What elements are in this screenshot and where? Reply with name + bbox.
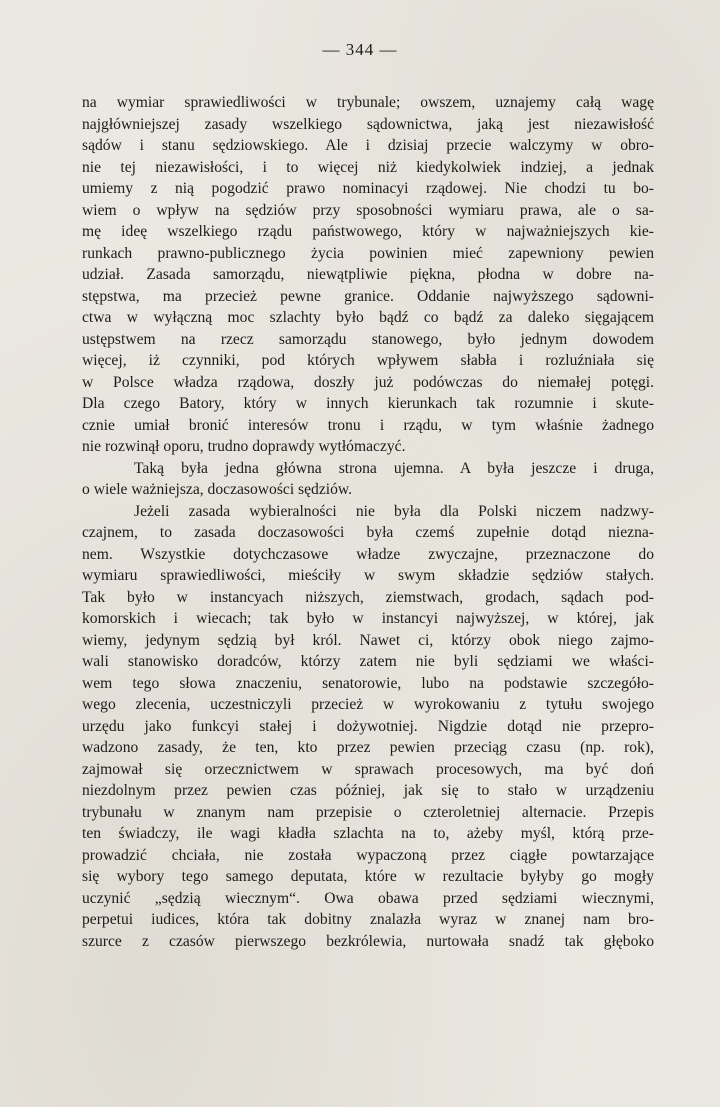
text-line: zajmował się orzecznictwem w sprawach procesowych, ma być doń [82, 760, 654, 778]
text-line: się wybory tego samego deputata, które w rezultacie byłyby go mogły [82, 868, 654, 885]
page-number: — 344 — [322, 40, 398, 59]
text-line: wem tego słowa znaczeniu, senatorowie, lubo na podstawie szczegóło- [82, 674, 654, 692]
paragraph [82, 458, 654, 501]
paragraph [82, 92, 654, 458]
text-line: umiemy z nią pogodzić prawo nominacyi rządowej. Nie chodzi tu bo- [82, 180, 654, 197]
text-line: uczynić „sędzią wiecznym“. Owa obawa przed sędziami wiecznymi, [82, 889, 654, 907]
text-body [82, 92, 654, 952]
text-line: wali stanowisko doradców, którzy zatem nie byli sędziami we właści- [82, 653, 654, 670]
text-line: Dla czego Batory, który w innych kierunkach tak rozumnie i skute- [82, 395, 654, 412]
text-line: najgłówniejszej zasady wszelkiego sądownictwa, jaką jest niezawisłość [82, 115, 654, 133]
text-line: Taką była jedna główna strona ujemna. A była jeszcze i druga, [134, 459, 654, 477]
text-line: Tak było w instancyach niższych, ziemstwach, grodach, sądach pod- [82, 588, 654, 606]
text-line: wymiaru sprawiedliwości, mieściły w swym składzie sędziów stałych. [82, 567, 654, 584]
paragraph [82, 501, 654, 953]
text-line: mę ideę wszelkiego rządu państwowego, który w najważniejszych kie- [82, 223, 654, 240]
text-line: więcej, iż czynniki, pod których wpływem słabła i rozluźniała się [82, 352, 654, 369]
text-line: prowadzić chciała, nie została wypaczoną przez ciągłe powtarzające [82, 846, 654, 864]
text-line: urzędu jako funkcyi stałej i dożywotniej. Nigdzie dotąd nie przepro- [82, 717, 654, 735]
text-line: stępstwa, ma przecież pewne granice. Oddanie najwyższego sądowni- [82, 287, 654, 305]
text-line: o wiele ważniejsza, doczasowości sędziów. [82, 481, 353, 498]
text-line: wego zlecenia, uczestniczyli przecież w wyrokowaniu z tytułu swojego [82, 696, 654, 713]
text-line: cznie umiał bronić interesów tronu i rządu, w tym właśnie żadnego [82, 416, 654, 434]
text-line: komorskich i wiecach; tak było w instancyi najwyższej, w której, jak [82, 610, 654, 627]
text-line: ten świadczy, ile wagi kładła szlachta na to, ażeby myśl, którą prze- [82, 825, 654, 842]
text-line: szurce z czasów pierwszego bezkrólewia, nurtowała snadź tak głęboko [82, 932, 654, 950]
text-line: nem. Wszystkie dotychczasowe władze zwyczajne, przeznaczone do [82, 545, 654, 563]
text-line: wiemy, jedynym sędzią był król. Nawet ci, którzy obok niego zajmo- [82, 631, 654, 649]
text-line: udział. Zasada samorządu, niewątpliwie piękna, płodna w dobre na- [82, 266, 654, 283]
text-line: na wymiar sprawiedliwości w trybunale; owszem, uznajemy całą wagę [82, 94, 654, 111]
text-line: perpetui iudices, która tak dobitny znalazła wyraz w znanej nam bro- [82, 911, 654, 928]
text-line: sądów i stanu sędziowskiego. Ale i dzisiaj przecie walczymy w obro- [82, 137, 654, 154]
text-line: wiem o wpływ na sędziów przy sposobności wymiaru prawa, ale o sa- [82, 201, 654, 219]
text-line: Jeżeli zasada wybieralności nie była dla Polski niczem nadzwy- [134, 502, 654, 520]
text-line: ustępstwem na rzecz samorządu stanowego, było jednym dowodem [82, 330, 654, 348]
text-line: czajnem, to zasada doczasowości była czemś zupełnie dotąd niezna- [82, 524, 654, 541]
text-line: w Polsce władza rządowa, doszły już podówczas do niemałej potęgi. [82, 373, 654, 391]
text-line: wadzono zasady, że ten, kto przez pewien przeciąg czasu (np. rok), [82, 739, 654, 756]
text-line: nie rozwinął oporu, trudno doprawdy wytłómaczyć. [82, 438, 406, 455]
text-line: niezdolnym przez pewien czas później, jak się to stało w urządzeniu [82, 782, 654, 799]
text-line: trybunału w znanym nam przepisie o czteroletniej alternacie. Przepis [82, 803, 654, 821]
text-line: runkach prawno-publicznego życia powinien mieć zapewniony pewien [82, 244, 654, 262]
text-line: ctwa w wyłączną moc szlachty było bądź co bądź za daleko sięgającem [82, 309, 654, 326]
text-line: nie tej niezawisłości, i to więcej niż kiedykolwiek indziej, a jednak [82, 158, 654, 176]
